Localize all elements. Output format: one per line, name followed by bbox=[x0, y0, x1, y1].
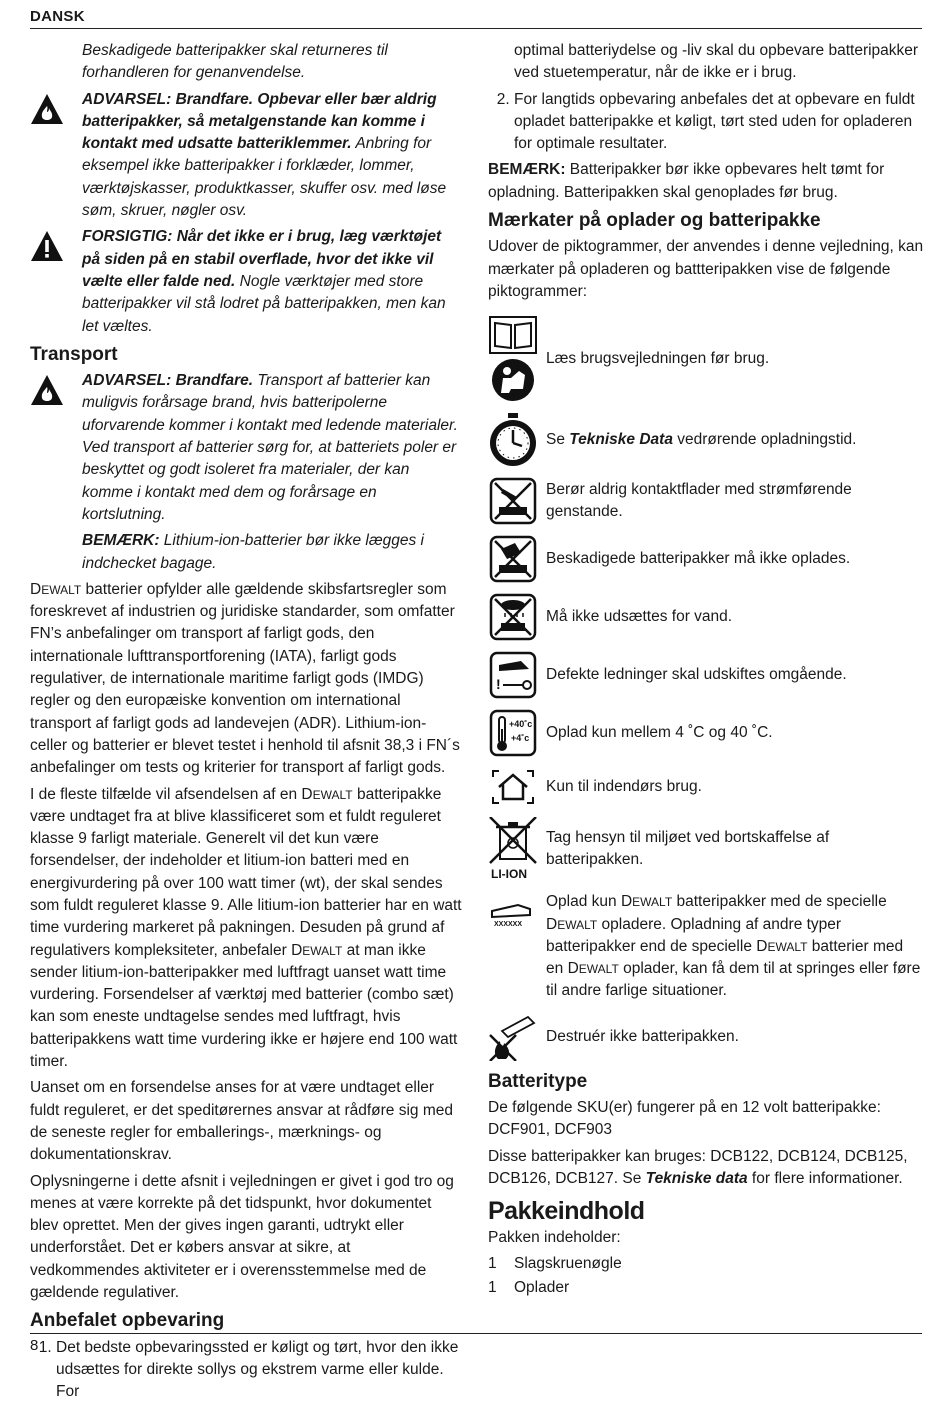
brand-rest: EWALT bbox=[578, 962, 619, 977]
picto-row-damaged bbox=[488, 535, 924, 583]
no-incinerate-icon bbox=[488, 1013, 538, 1061]
picto-text-stopwatch bbox=[538, 429, 856, 451]
picto-row-water bbox=[488, 593, 924, 641]
picto-row-charger bbox=[488, 891, 924, 1002]
caution bbox=[30, 226, 462, 337]
brand-rest: EWALT bbox=[302, 943, 343, 958]
storage-item-1-cont: optimal batteriydelse og -liv skal du opbevare batteripakker ved stuetemperatur, når de ikke er i brug. bbox=[514, 42, 919, 82]
li-ion-label: LI-ION bbox=[491, 867, 527, 882]
dewalt-charger-icon bbox=[488, 891, 538, 927]
picto-row-cord bbox=[488, 651, 924, 699]
storage-item-2: 2. For langtids opbevaring anbefales det at opbevare en fuldt opladet batteripakke et køligt, tørt sted uden for opladeren for optimale resultater. bbox=[514, 89, 924, 156]
battery-models-paragraph bbox=[488, 1146, 924, 1191]
note-lithium bbox=[30, 530, 462, 575]
brand-rest: EWALT bbox=[312, 787, 353, 802]
indoor-use-icon bbox=[488, 767, 538, 807]
picto-row-contacts bbox=[488, 477, 924, 525]
charger-text-a: Oplad kun bbox=[546, 893, 621, 911]
storage-list-cont bbox=[488, 89, 924, 156]
brand-d: D bbox=[546, 915, 558, 933]
temp-high-label: +40˚c bbox=[509, 719, 533, 730]
picto-row-incinerate bbox=[488, 1013, 924, 1061]
read-manual-icon bbox=[488, 315, 538, 403]
thermometer-icon bbox=[488, 709, 538, 757]
header-rule bbox=[30, 28, 922, 29]
note-storage-text: Batteripakker bør ikke opbevares helt tømt for opladning. Batteripakken skal genoplades før brug. bbox=[488, 161, 885, 201]
shipping-paragraph bbox=[30, 579, 462, 780]
battery-text-c: for flere informationer. bbox=[747, 1169, 903, 1187]
pack-item-qty: 1 bbox=[488, 1279, 497, 1297]
exemption-text-a: I de fleste tilfælde vil afsendelsen af en bbox=[30, 785, 302, 803]
no-charge-damaged-icon bbox=[488, 535, 538, 583]
note-lithium-bold: BEMÆRK: bbox=[82, 532, 160, 550]
brand-rest: EWALT bbox=[557, 917, 598, 932]
transport-heading: Transport bbox=[30, 343, 118, 365]
left-column bbox=[30, 40, 462, 1408]
picto-text-temperature: Oplad kun mellem 4 ˚C og 40 ˚C. bbox=[546, 724, 773, 742]
battery-sku-paragraph: De følgende SKU(er) fungerer på en 12 volt batteripakke: DCF901, DCF903 bbox=[488, 1099, 881, 1139]
right-column bbox=[488, 40, 924, 1299]
storage-item-1: 1. Det bedste opbevaringssted er køligt og tørt, hvor den ikke udsættes for direkte sollys og ekstrem varme eller kulde. For bbox=[56, 1337, 462, 1404]
brand-rest: EWALT bbox=[767, 939, 808, 954]
battery-heading: Batteritype bbox=[488, 1070, 588, 1092]
pack-item-qty: 1 bbox=[488, 1254, 497, 1272]
picto-text-indoor: Kun til indendørs brug. bbox=[546, 778, 702, 796]
picto-text-contacts: Berør aldrig kontaktflader med strømførende genstande. bbox=[546, 480, 852, 521]
page-number: 8 bbox=[30, 1337, 39, 1354]
note-lithium-text: Lithium-ion-batterier bør ikke lægges i indchecket bagage. bbox=[82, 532, 424, 572]
stopwatch-icon bbox=[488, 413, 538, 467]
exemption-paragraph bbox=[30, 784, 462, 1074]
brand-d: D bbox=[620, 893, 633, 911]
brand-d: D bbox=[756, 937, 768, 955]
picto-row-recycle bbox=[488, 817, 924, 881]
caution-icon bbox=[30, 230, 64, 262]
picto-text-charger bbox=[538, 891, 924, 1002]
tech-data-ref: Tekniske data bbox=[645, 1169, 748, 1187]
caution-text: Nogle værktøjer med store batteripakker vil stå lodret på batteripakken, men kan let væltes. bbox=[82, 272, 446, 335]
stopwatch-text-a: Se bbox=[546, 431, 570, 449]
fire-warning-icon bbox=[30, 93, 64, 125]
footer-rule bbox=[30, 1333, 922, 1334]
caution-bold: FORSIGTIG: Når det ikke er i brug, læg værktøjet på siden på en stabil overflade, hvor det ikke vil vælte eller falde ned. bbox=[82, 228, 442, 290]
pack-item-name: Slagskruenøgle bbox=[514, 1254, 622, 1272]
fire-warning-icon bbox=[30, 374, 64, 406]
note-storage-bold: BEMÆRK: bbox=[488, 161, 566, 179]
no-touch-contacts-icon bbox=[488, 477, 538, 525]
header-language: DANSK bbox=[30, 8, 85, 25]
recycle-bin-icon bbox=[488, 817, 538, 881]
brand-rest: EWALT bbox=[41, 582, 82, 597]
picto-text-manual: Læs brugsvejledningen før brug. bbox=[546, 350, 770, 368]
fire-warning-2-text: Transport af batterier kan muligvis forårsage brand, hvis batteripolerne uforvarende kommer i kontakt med ledende materialer. Ved transport af batterier sørg for, at batteriets poler er beskyttet og godt isoleret fra materialer, der kan komme i kontakt med dem og forårsage en kortslutning. bbox=[82, 372, 458, 523]
labels-intro: Udover de piktogrammer, der anvendes i denne vejledning, kan mærkater på opladeren og battteripakken vise de følgende piktogrammer: bbox=[488, 238, 924, 300]
pack-item bbox=[488, 1253, 924, 1275]
fire-warning-2 bbox=[30, 370, 462, 526]
temp-low-label: +4˚c bbox=[511, 733, 530, 744]
picto-text-recycle: Tag hensyn til miljøet ved bortskaffelse af batteripakken. bbox=[546, 828, 830, 869]
fire-warning-1-bold: ADVARSEL: Brandfare. Opbevar eller bær aldrig batteripakker, så metalgenstande kan komme i kontakt med udsatte batteriklemmer. bbox=[82, 90, 437, 153]
fire-warning-1 bbox=[30, 89, 462, 223]
shipping-text: batterier opfylder alle gældende skibsfartsregler som foreskrevet af industrien og juridiske standarder, som omfatter FN’s anbefalinger om transport af farligt gods, den internationale lufttransportforening (IATA), farligt gods regulativer, de internationale maritime farligt gods (IMDG) regler og den europæiske konvention om international transport af farligt gods ad landevejen (ADR). Lithium-ion-celler og batterier er blevet testet i henhold til afsnit 38,3 i FN´s anbefalinger om tests og kriterier for transport af farligt gods. bbox=[30, 580, 460, 777]
pack-heading: Pakkeindhold bbox=[488, 1197, 645, 1226]
replace-cord-icon bbox=[488, 651, 538, 699]
charger-text-e: oplader, kan få dem til at springes eller føre til andre farlige situationer. bbox=[546, 960, 921, 1000]
pack-intro: Pakken indeholder: bbox=[488, 1228, 621, 1246]
intro-italic: Beskadigede batteripakker skal returneres til forhandleren for genanvendelse. bbox=[82, 42, 388, 82]
tech-data-ref: Tekniske Data bbox=[569, 431, 673, 449]
exemption-text-c: at man ikke sender litium-ion-batteripakker med luftfragt uanset watt time vurdering. Forsendelser af værktøj med batterier (combo sæt) kan som eneste undtagelse sendes med luftfragt, hvis batteripakkens watt time vurdering ikke er højere end 100 watt timer. bbox=[30, 941, 458, 1071]
charger-code-label: XXXXXX bbox=[494, 921, 523, 928]
charger-text-b: batteripakker med de specielle bbox=[672, 893, 887, 911]
brand-d: D bbox=[567, 960, 579, 978]
storage-list bbox=[30, 1337, 462, 1404]
forwarder-paragraph: Uanset om en forsendelse anses for at være undtaget eller fuldt reguleret, er det speditørernes ansvar at rådføre sig med de seneste regler for emballerings-, mærknings- og dokumentationskrav. bbox=[30, 1079, 454, 1164]
picto-row-stopwatch bbox=[488, 413, 924, 467]
picto-row-temperature bbox=[488, 709, 924, 757]
fire-warning-1-text: Anbring for eksempel ikke batteripakker i forklæder, lommer, værktøjskasser, produktkasser, skuffer osv. med løse søm, skruer, nøgler osv. bbox=[82, 135, 447, 220]
battery-text-a: Disse batteripakker kan bruges: DCB122, DCB124, DCB125, DCB126, DCB127. Se bbox=[488, 1147, 908, 1187]
exemption-text-b: batteripakke være undtaget fra at blive klassificeret som et fuldt reguleret klasse 9 farligt materiale. Generelt vil det kun være forsendelser, der indeholder et litium-ion batteri med en energivurdering på over 100 watt timer (wt), der skal sendes som fuldt reguleret klasse 9. Alle litium-ion batterier har en watt time vurdering markeret på pakningen. Desuden på grund af regulativers kompleksiteter, anbefaler bbox=[30, 785, 462, 959]
charger-text-d: batterier med en bbox=[546, 937, 904, 978]
brand-rest: EWALT bbox=[632, 895, 673, 910]
stopwatch-text-c: vedrørende opladningstid. bbox=[672, 431, 857, 449]
labels-heading: Mærkater på oplader og batteripakke bbox=[488, 210, 821, 232]
note-storage bbox=[488, 159, 924, 204]
no-water-icon bbox=[488, 593, 538, 641]
storage-heading: Anbefalet opbevaring bbox=[30, 1310, 225, 1332]
svg-text:!: ! bbox=[496, 676, 501, 693]
disclaimer-paragraph: Oplysningerne i dette afsnit i vejledningen er givet i god tro og menes at være korrekte på det tidspunkt, hvor dokumentet blev oprettet. Men der gives ingen garanti, udtrykt eller underforstået. Det er købers ansvar at sikre, at vedkommendes aktiviteter er i overensstemmelse med de gældende regulativer. bbox=[30, 1172, 454, 1302]
picto-text-incinerate: Destruér ikke batteripakken. bbox=[546, 1027, 739, 1045]
picto-text-damaged: Beskadigede batteripakker må ikke oplades. bbox=[546, 550, 851, 568]
charger-text-c: opladere. Opladning af andre typer batteripakker end de specielle bbox=[546, 915, 842, 955]
pack-item bbox=[488, 1277, 924, 1299]
picto-text-cord: Defekte ledninger skal udskiftes omgående. bbox=[546, 666, 847, 684]
brand-d: D bbox=[301, 785, 313, 803]
brand-d: D bbox=[30, 580, 42, 598]
picto-row-manual bbox=[488, 315, 924, 403]
pack-item-name: Oplader bbox=[514, 1279, 570, 1297]
picto-row-indoor bbox=[488, 767, 924, 807]
picto-text-water: Må ikke udsættes for vand. bbox=[546, 608, 733, 626]
fire-warning-2-bold: ADVARSEL: Brandfare. bbox=[82, 372, 254, 390]
brand-d: D bbox=[291, 941, 303, 959]
